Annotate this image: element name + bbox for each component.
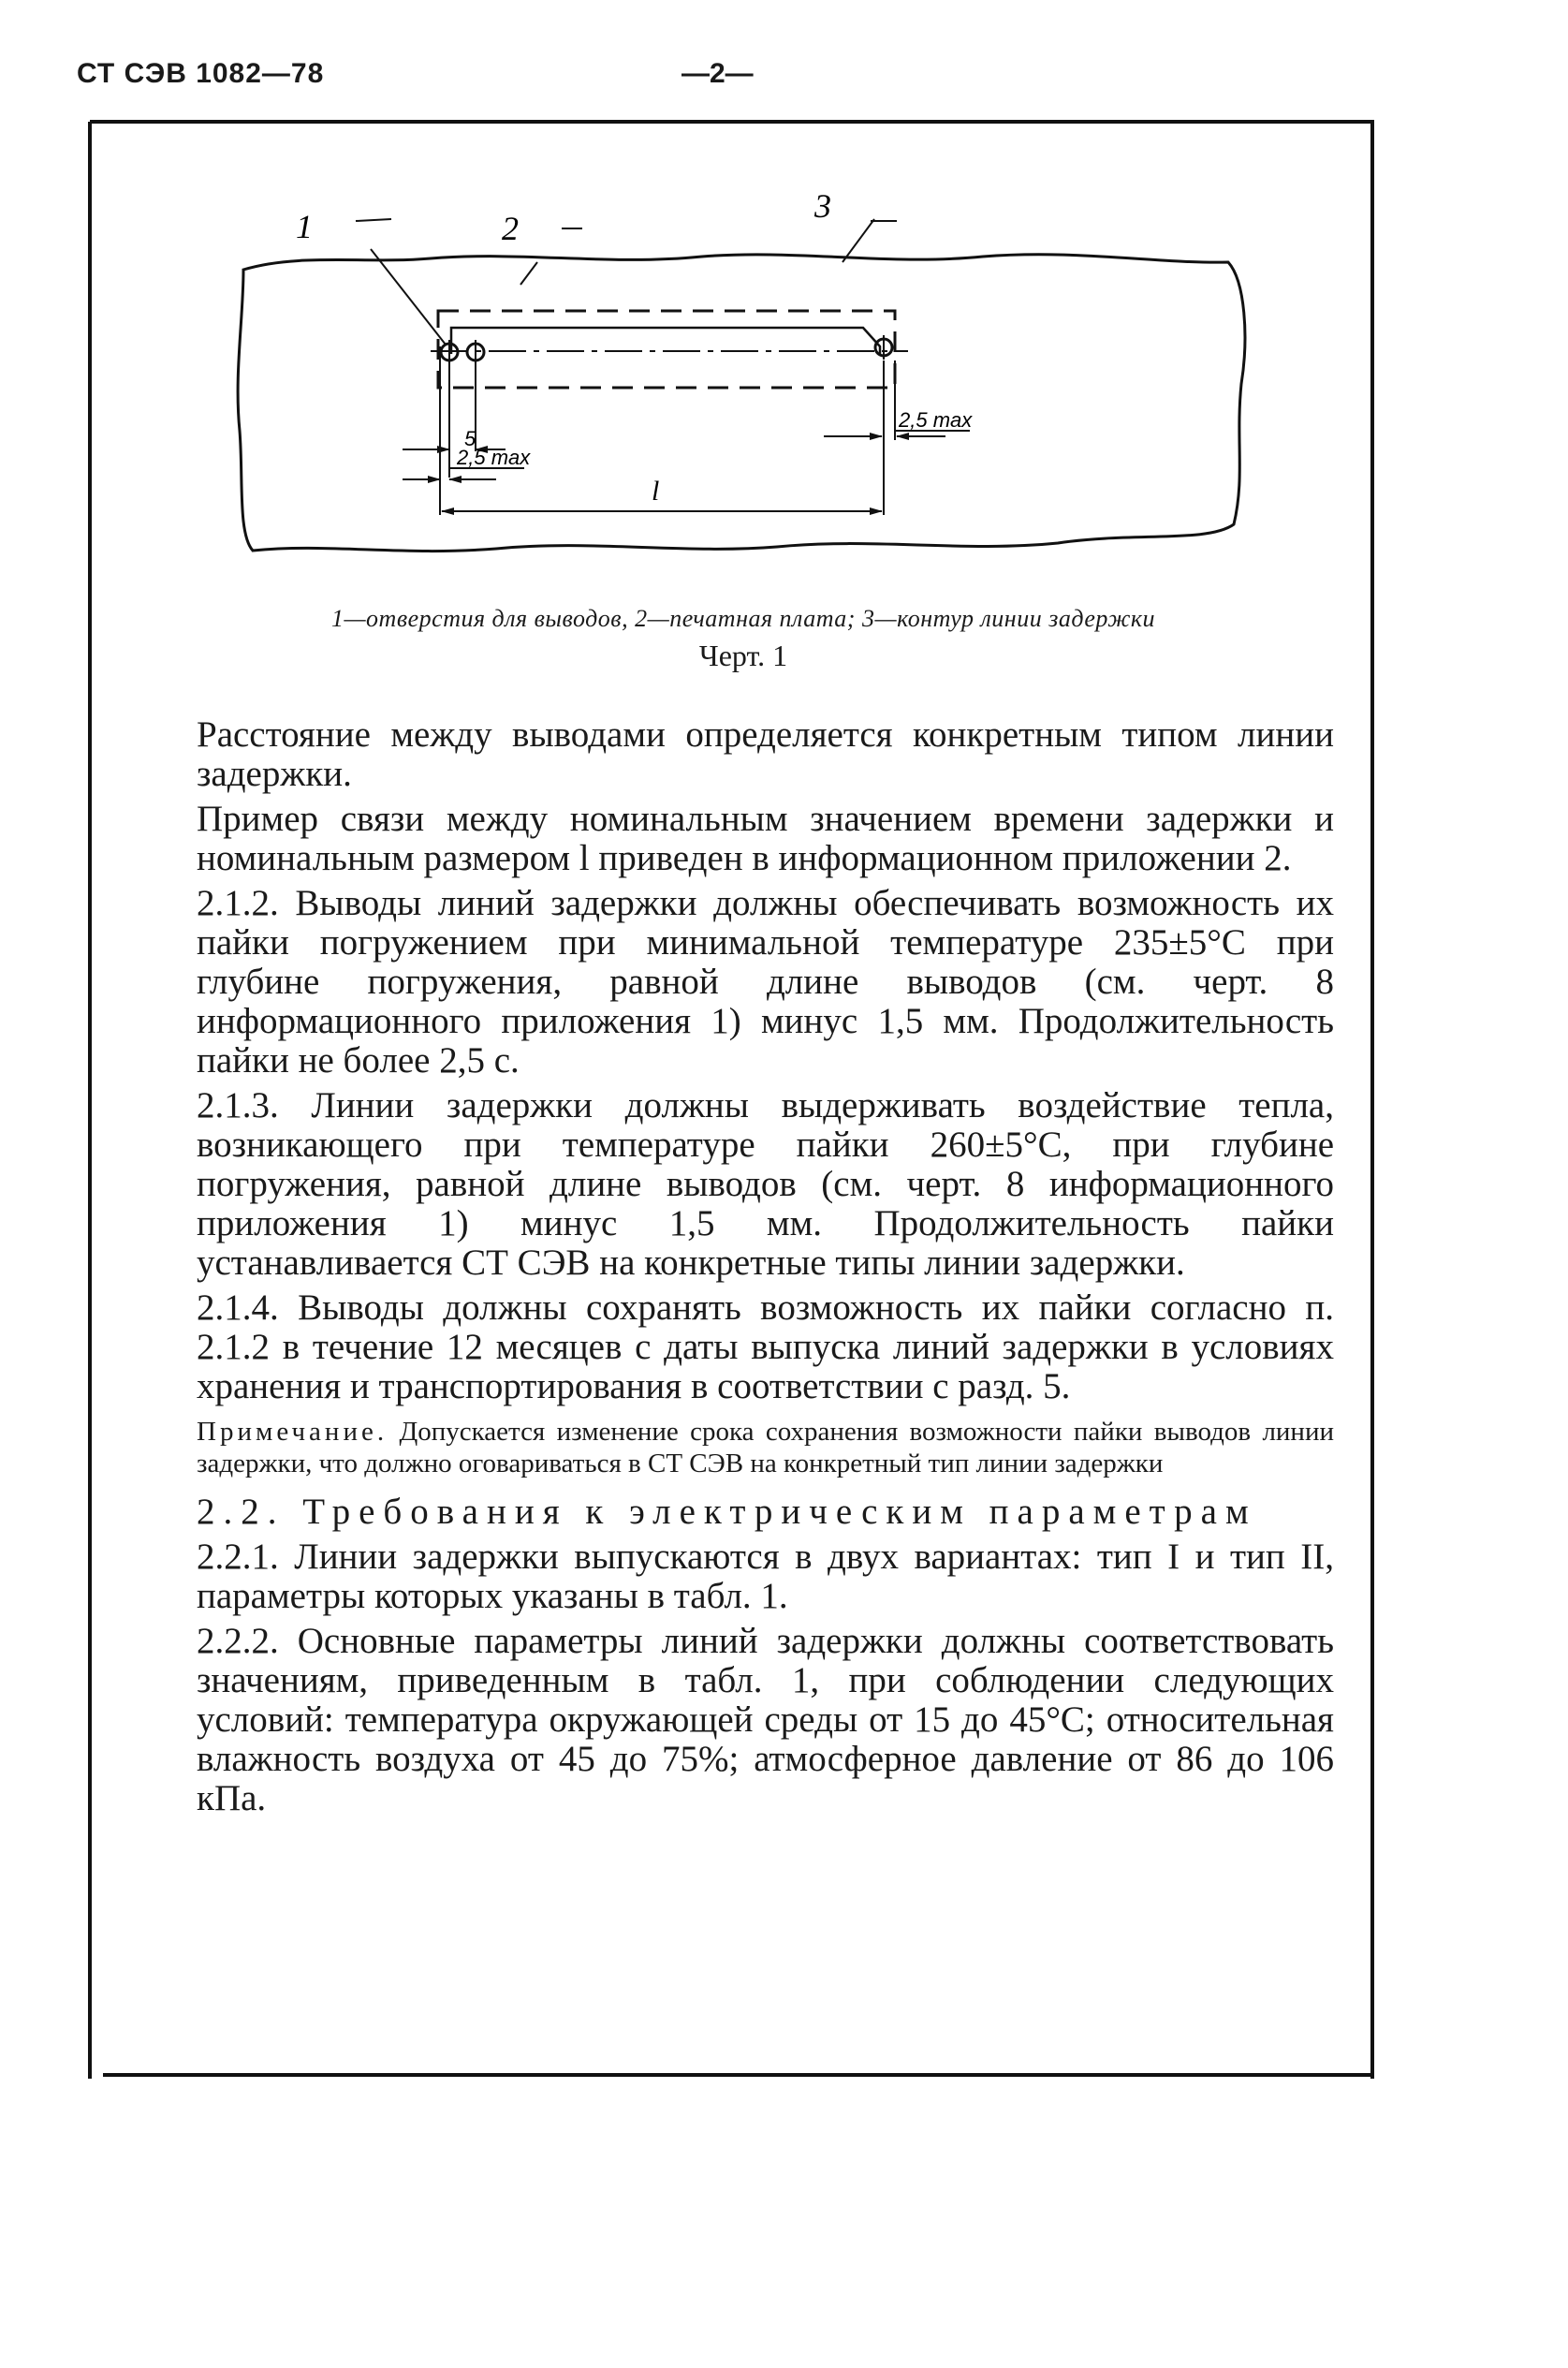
figure-caption: 1—отверстия для выводов, 2—печатная плата; 3—контур линии задержки [330,605,1156,632]
inner-outline [451,328,880,354]
frame-right-border [1370,122,1374,2079]
paragraph: Пример связи между номинальным значением времени задержки и номинальным размером l приведен в информационном приложении 2. [197,799,1334,878]
page-number: —2— [681,58,754,89]
technical-drawing [215,159,1264,599]
label-contour: 3 [814,187,831,225]
page-header [77,58,1387,114]
paragraph: 2.2.2. Основные параметры линий задержки должны соответствовать значениям, приведенным в табл. 1, при соблюдении следующих условий: температура окружающей среды от 15 до 45°С; относительная влажность воздуха от 45 до 75%; атмосферное давление от 86 до 106 кПа. [197,1621,1334,1818]
note-label: Примечание. [197,1417,388,1447]
paragraph: 2.1.4. Выводы должны сохранять возможность их пайки согласно п. 2.1.2 в течение 12 месяцев с даты выпуска линий задержки в условиях хранения и транспортирования в соответствии с разд. 5. [197,1287,1334,1406]
figure-label: Черт. 1 [698,639,788,672]
section-heading: 2.2. Требования к электрическим параметрам [197,1492,1257,1532]
mounting-hole [467,340,484,364]
label-holes: 1 [296,208,313,245]
frame-top-border [90,120,1374,124]
frame-bottom-border [103,2073,1374,2077]
paragraph: 2.1.3. Линии задержки должны выдерживать воздействие тепла, возникающего при температуре пайки 260±5°С, при глубине погружения, равной длине выводов (см. черт. 8 информационного приложения 1) минус 1,5 мм. Продолжительность пайки устанавливается СТ СЭВ на конкретные типы линии задержки. [197,1085,1334,1283]
circuit-board-outline [238,255,1245,552]
label-five: 5 [464,427,476,450]
paragraph: 2.1.2. Выводы линий задержки должны обеспечивать возможность их пайки погружением при минимальной температуре 235±5°С при глубине погружения, равной длине выводов (см. черт. 8 информационного приложения 1) минус 1,5 мм. Продолжительность пайки не более 2,5 с. [197,883,1334,1081]
note [197,1416,1334,1479]
note-text: Допускается изменение срока сохранения возможности пайки выводов линии задержки, что должно оговариваться в СТ СЭВ на конкретный тип линии задержки [197,1417,1334,1478]
frame-left-border [88,122,92,2079]
mounting-hole [875,335,892,360]
document-body [197,715,1334,1824]
paragraph: 2.2.1. Линии задержки выпускаются в двух вариантах: тип I и тип II, параметры которых указаны в табл. 1. [197,1537,1334,1616]
label-length: l [652,476,660,507]
paragraph: Расстояние между выводами определяется конкретным типом линии задержки. [197,714,1334,794]
label-max-right: 2,5 max [899,408,973,432]
label-max-left: 2,5 max [457,446,531,469]
standard-code: СТ СЭВ 1082—78 [77,58,325,89]
delay-line-contour [438,311,895,388]
label-circuit-board: 2 [502,210,519,247]
